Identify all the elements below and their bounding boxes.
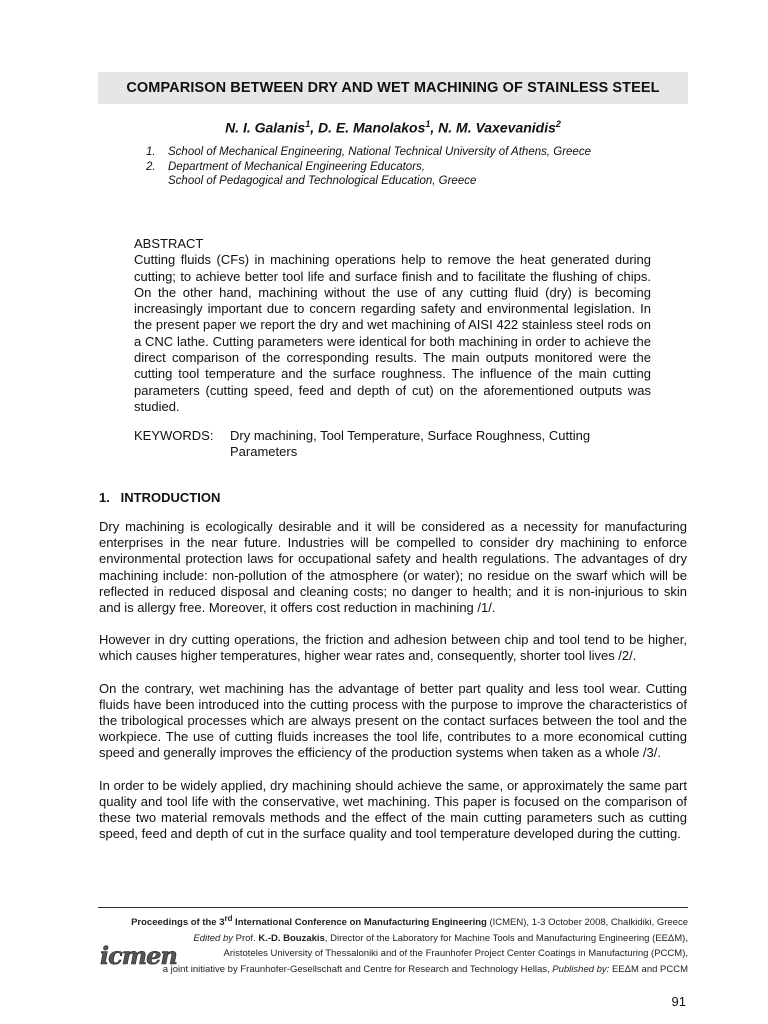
author-affil-mark: 1 bbox=[425, 119, 431, 129]
abstract bbox=[134, 236, 651, 415]
paragraph: On the contrary, wet machining has the advantage of better part quality and less tool wear. Cutting fluids have been introduced into the cutting process with the purpose to improve the characteristics of the tribological processes which are always present on the contact surfaces between the tool and the workpiece. The use of cutting fluids increases the tool life, contributes to a more economical cutting speed and generally improves the efficiency of the production systems when taken as a whole /3/. bbox=[99, 680, 687, 761]
keywords-text: Dry machining, Tool Temperature, Surface Roughness, Cutting Parameters bbox=[230, 428, 591, 459]
author-separator: , bbox=[430, 119, 439, 136]
keywords-label: KEYWORDS: bbox=[134, 428, 214, 443]
footer-text: International Conference on Manufacturing Engineering bbox=[232, 917, 487, 929]
icmen-logo-text: icmen bbox=[100, 941, 177, 970]
affiliation-list bbox=[146, 145, 706, 189]
paragraph: In order to be widely applied, dry machining should achieve the same, or approximately the same part quality and tool life with the conservative, wet machining. This paper is focused on the comparison of these two material removals methods and the effect of the main cutting parameters such as cutting speed, feed and depth of cut in the surface quality and tool temperature developed during the cutting. bbox=[99, 777, 687, 842]
footer-line: Aristoteles University of Thessaloniki and of the Fraunhofer Project Center Coatings in Manufacturing (PCCM), bbox=[223, 948, 688, 960]
affiliation-text: Department of Mechanical Engineering Educators, bbox=[168, 160, 425, 173]
abstract-heading: ABSTRACT bbox=[134, 236, 204, 251]
introduction-body bbox=[99, 519, 687, 858]
proceedings-footer bbox=[98, 911, 688, 977]
footer-text: (ICMEN), 1-3 October 2008, Chalkidiki, Greece bbox=[486, 917, 688, 929]
section-heading-introduction: 1. INTRODUCTION bbox=[99, 490, 221, 505]
keywords bbox=[134, 428, 651, 460]
affiliation-item bbox=[146, 145, 706, 160]
footer-divider bbox=[98, 907, 688, 908]
affiliation-number bbox=[146, 174, 168, 189]
affiliation-number: 1. bbox=[146, 146, 156, 158]
affiliation-number: 2. bbox=[146, 160, 156, 173]
footer-text: Prof. bbox=[233, 932, 259, 944]
footer-text: , Director of the Laboratory for Machine Tools and Manufacturing Engineering (ΕΕΔΜ), bbox=[324, 932, 688, 944]
author-list bbox=[98, 119, 688, 136]
affiliation-text: School of Pedagogical and Technological Education, Greece bbox=[168, 175, 477, 187]
author-affil-mark: 2 bbox=[555, 119, 561, 129]
footer-text: Published by: bbox=[552, 963, 610, 975]
paper-title-bar bbox=[98, 72, 688, 104]
paragraph: However in dry cutting operations, the friction and adhesion between chip and tool tend to be higher, which causes higher temperatures, higher wear rates and, consequently, shorter tool lives /2/. bbox=[99, 632, 687, 664]
affiliation-item bbox=[146, 160, 706, 175]
author-name: D. E. Manolakos bbox=[318, 119, 426, 136]
footer-text: Edited by bbox=[193, 932, 233, 944]
affiliation-item bbox=[146, 174, 706, 189]
author-separator: , bbox=[310, 119, 318, 136]
footer-text: rd bbox=[224, 914, 233, 923]
author-name: N. I. Galanis bbox=[225, 119, 306, 136]
footer-line bbox=[98, 911, 688, 931]
footer-text: a joint initiative by Fraunhofer-Gesellschaft and Centre for Research and Technology Hellas, bbox=[162, 963, 553, 975]
author-affil-mark: 1 bbox=[305, 119, 311, 129]
footer-text: K.-D. Bouzakis bbox=[258, 932, 325, 944]
footer-text: ΕΕΔΜ and PCCM bbox=[609, 963, 688, 975]
page-number: 91 bbox=[671, 994, 686, 1009]
paragraph: Dry machining is ecologically desirable and it will be considered as a necessity for manufacturing enterprises in the near future. Industries will be compelled to consider dry machining to enforce environmental protection laws for occupational safety and health regulations. The advantages of dry machining include: non-pollution of the atmosphere (or water); no residue on the swarf which will be reflected in reduced disposal and cleaning costs; no danger to health; and it is non-injurious to skin and is allergy free. Moreover, it offers cost reduction in machining /1/. bbox=[99, 519, 687, 616]
affiliation-text: School of Mechanical Engineering, National Technical University of Athens, Greece bbox=[168, 146, 591, 158]
footer-text: Proceedings of the 3 bbox=[131, 917, 225, 929]
footer-line bbox=[98, 962, 688, 978]
paper-title: COMPARISON BETWEEN DRY AND WET MACHINING OF STAINLESS STEEL bbox=[126, 80, 660, 96]
author-name: N. M. Vaxevanidis bbox=[438, 119, 556, 136]
abstract-text: Cutting fluids (CFs) in machining operations help to remove the heat generated during cutting; to achieve better tool life and surface finish and to facilitate the flushing of chips. On the other hand, machining without the use of any cutting fluid (dry) is becoming increasingly important due to concern regarding safety and environmental legislation. In the present paper we report the dry and wet machining of AISI 422 stainless steel rods on a CNC lathe. Cutting parameters were identical for both machining in order to achieve the direct comparison of the corresponding results. The main outputs monitored were the cutting tool temperature and the surface roughness. The influence of the main cutting parameters (cutting speed, feed and depth of cut) on the aforementioned outputs was studied. bbox=[134, 252, 651, 414]
footer-line bbox=[98, 931, 688, 947]
